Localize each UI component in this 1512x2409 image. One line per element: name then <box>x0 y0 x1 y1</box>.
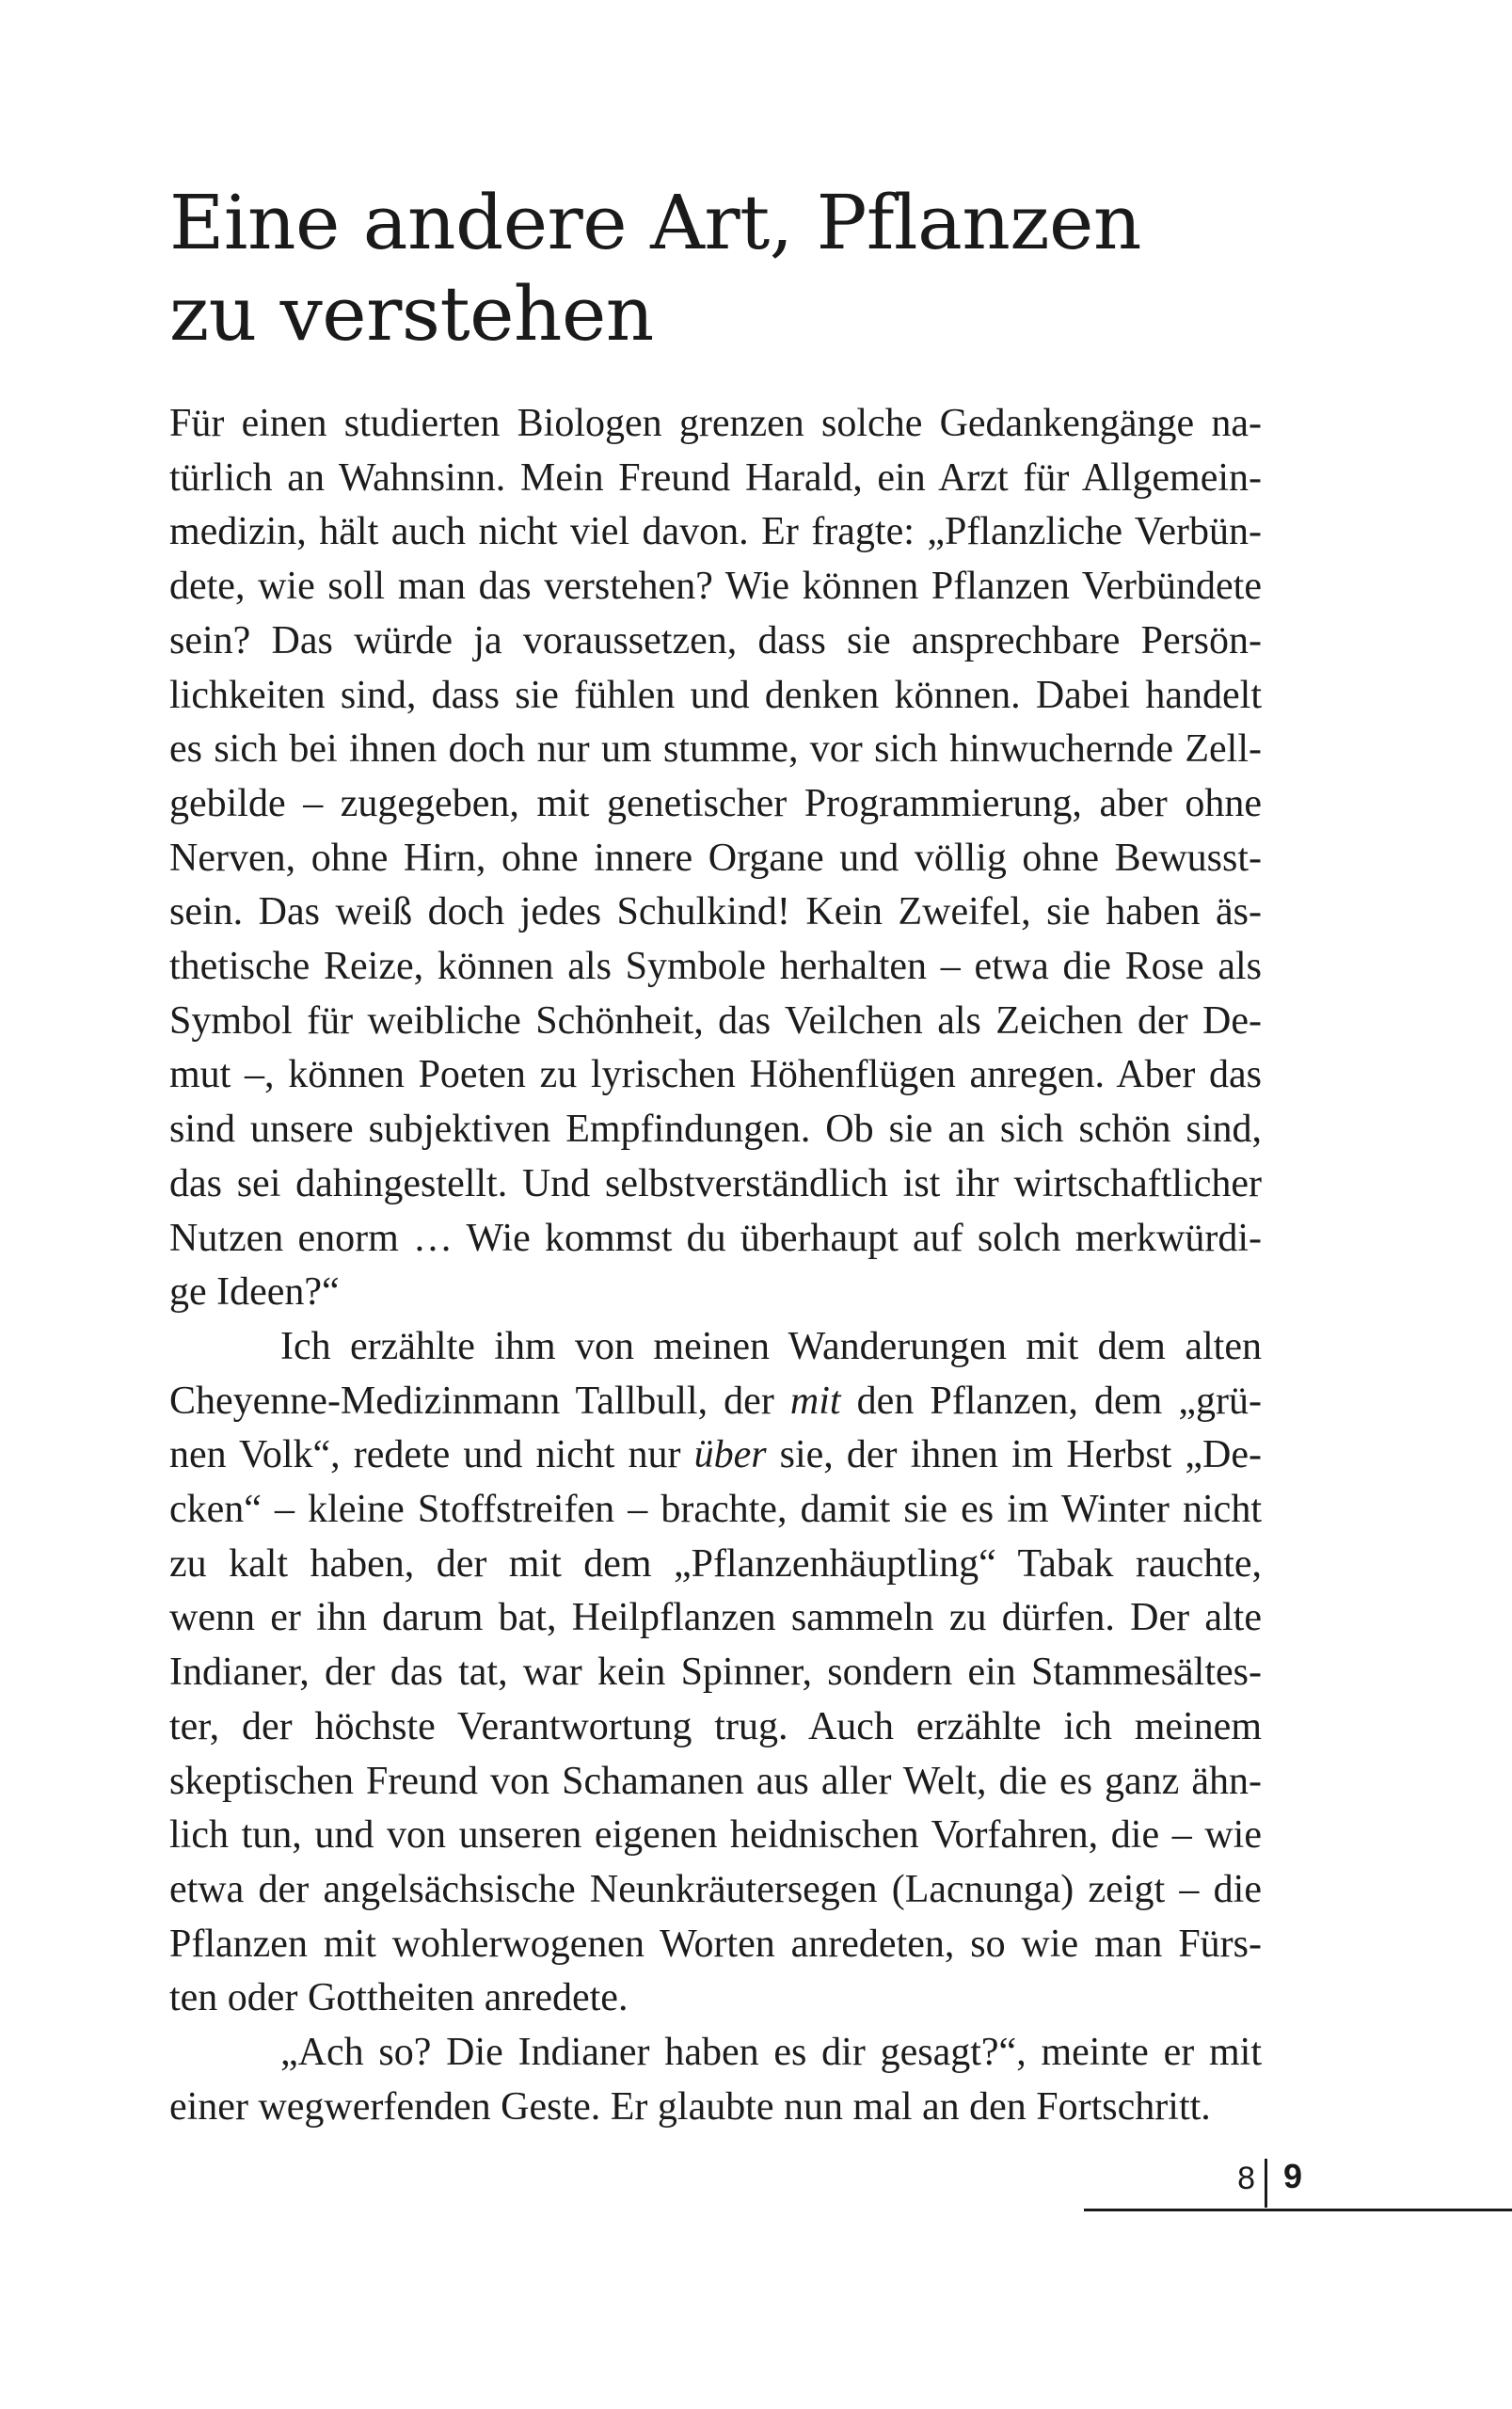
text-line <box>169 995 1262 1049</box>
page-number-divider <box>1265 2159 1267 2208</box>
text-line <box>169 560 1262 614</box>
text-line <box>169 614 1262 669</box>
text-line <box>169 832 1262 886</box>
text-segment: Cheyenne-Medizinmann Tallbull, der <box>169 1379 790 1423</box>
page-number-left: 8 <box>1237 2161 1255 2196</box>
text-segment: Für einen studierten Biologen grenzen solche Gedankengänge na- <box>169 402 1262 445</box>
text-segment: thetische Reize, können als Symbole herhalten – etwa die Rose als <box>169 945 1262 989</box>
text-segment: einer wegwerfenden Geste. Er glaubte nun mal an den Fortschritt. <box>169 2084 1211 2129</box>
text-line <box>169 2026 1262 2081</box>
chapter-title-line-1: Eine andere Art, Pflanzen <box>169 179 1141 266</box>
text-line <box>169 1048 1262 1103</box>
paragraph <box>169 397 1262 1320</box>
text-line <box>169 1483 1262 1538</box>
text-segment: skeptischen Freund von Schamanen aus aller Welt, die es ganz ähn- <box>169 1759 1262 1803</box>
text-segment: gebilde – zugegeben, mit genetischer Programmierung, aber ohne <box>169 781 1262 825</box>
text-line <box>169 1375 1262 1429</box>
text-segment: das sei dahingestellt. Und selbstverständlich ist ihr wirtschaftlicher <box>169 1161 1262 1205</box>
text-segment: es sich bei ihnen doch nur um stumme, vor sich hinwuchernde Zell- <box>169 727 1262 772</box>
text-segment: Pflanzen mit wohlerwogenen Worten anredeten, so wie man Fürs- <box>169 1922 1262 1966</box>
text-segment: Indianer, der das tat, war kein Spinner, sondern ein Stammesältes- <box>169 1651 1262 1695</box>
text-segment: lichkeiten sind, dass sie fühlen und denken können. Dabei handelt <box>169 673 1262 717</box>
text-segment: etwa der angelsächsische Neunkräutersegen (Lacnunga) zeigt – die <box>169 1867 1262 1911</box>
text-segment: ge Ideen?“ <box>169 1270 340 1315</box>
page-footer <box>1084 2155 1512 2211</box>
text-line <box>169 397 1262 452</box>
emphasis-text: mit <box>789 1379 841 1423</box>
text-line <box>169 1646 1262 1700</box>
text-line <box>169 452 1262 506</box>
text-segment: dete, wie soll man das verstehen? Wie können Pflanzen Verbündete <box>169 565 1262 609</box>
text-segment: „Ach so? Die Indianer haben es dir gesagt?“, meinte er mit <box>280 2031 1262 2075</box>
text-line <box>169 505 1262 560</box>
text-line <box>169 885 1262 940</box>
text-line <box>169 723 1262 777</box>
text-line <box>169 1428 1262 1483</box>
text-line <box>169 1918 1262 1972</box>
paragraph <box>169 2026 1262 2134</box>
text-line <box>169 1700 1262 1755</box>
text-line <box>169 1103 1262 1157</box>
text-segment: den Pflanzen, dem „grü- <box>840 1379 1262 1423</box>
page-number-right: 9 <box>1283 2157 1303 2195</box>
text-line <box>169 1157 1262 1212</box>
text-line <box>169 2081 1262 2135</box>
chapter-title-line-2: zu verstehen <box>169 270 654 358</box>
text-segment: Ich erzählte ihm von meinen Wanderungen mit dem alten <box>280 1324 1262 1368</box>
emphasis-text: über <box>693 1433 767 1477</box>
text-line <box>169 1320 1262 1375</box>
text-segment: Nerven, ohne Hirn, ohne innere Organe und völlig ohne Bewusst- <box>169 836 1262 880</box>
text-segment: sein? Das würde ja voraussetzen, dass sie ansprechbare Persön- <box>169 618 1262 662</box>
body-text <box>169 397 1262 2135</box>
text-line <box>169 1591 1262 1646</box>
text-segment: cken“ – kleine Stoffstreifen – brachte, damit sie es im Winter nicht <box>169 1488 1262 1532</box>
text-line <box>169 1809 1262 1863</box>
text-segment: sein. Das weiß doch jedes Schulkind! Kein Zweifel, sie haben äs- <box>169 890 1262 934</box>
text-line <box>169 1538 1262 1592</box>
text-line <box>169 1971 1262 2026</box>
text-line <box>169 1863 1262 1918</box>
text-segment: medizin, hält auch nicht viel davon. Er fragte: „Pflanzliche Verbün- <box>169 510 1262 554</box>
text-line <box>169 1266 1262 1320</box>
text-line <box>169 669 1262 724</box>
text-line <box>169 1755 1262 1810</box>
text-line <box>169 777 1262 832</box>
text-segment: ter, der höchste Verantwortung trug. Auch erzählte ich meinem <box>169 1704 1262 1748</box>
text-line <box>169 1212 1262 1267</box>
footer-rule <box>1084 2209 1512 2211</box>
text-segment: nen Volk“, redete und nicht nur <box>169 1433 694 1477</box>
text-segment: türlich an Wahnsinn. Mein Freund Harald, ein Arzt für Allgemein- <box>169 455 1262 500</box>
text-segment: zu kalt haben, der mit dem „Pflanzenhäuptling“ Tabak rauchte, <box>169 1541 1262 1586</box>
text-segment: Symbol für weibliche Schönheit, das Veilchen als Zeichen der De- <box>169 998 1262 1043</box>
text-segment: Nutzen enorm … Wie kommst du überhaupt auf solch merkwürdi- <box>169 1216 1262 1260</box>
paragraph <box>169 1320 1262 2026</box>
text-segment: lich tun, und von unseren eigenen heidnischen Vorfahren, die – wie <box>169 1813 1262 1858</box>
text-segment: wenn er ihn darum bat, Heilpflanzen sammeln zu dürfen. Der alte <box>169 1596 1262 1640</box>
text-segment: sie, der ihnen im Herbst „De- <box>766 1433 1262 1477</box>
text-line <box>169 940 1262 995</box>
text-segment: mut –, können Poeten zu lyrischen Höhenflügen anregen. Aber das <box>169 1053 1262 1097</box>
text-segment: ten oder Gottheiten anredete. <box>169 1976 629 2020</box>
text-segment: sind unsere subjektiven Empfindungen. Ob sie an sich schön sind, <box>169 1108 1262 1152</box>
chapter-title <box>169 177 1336 359</box>
